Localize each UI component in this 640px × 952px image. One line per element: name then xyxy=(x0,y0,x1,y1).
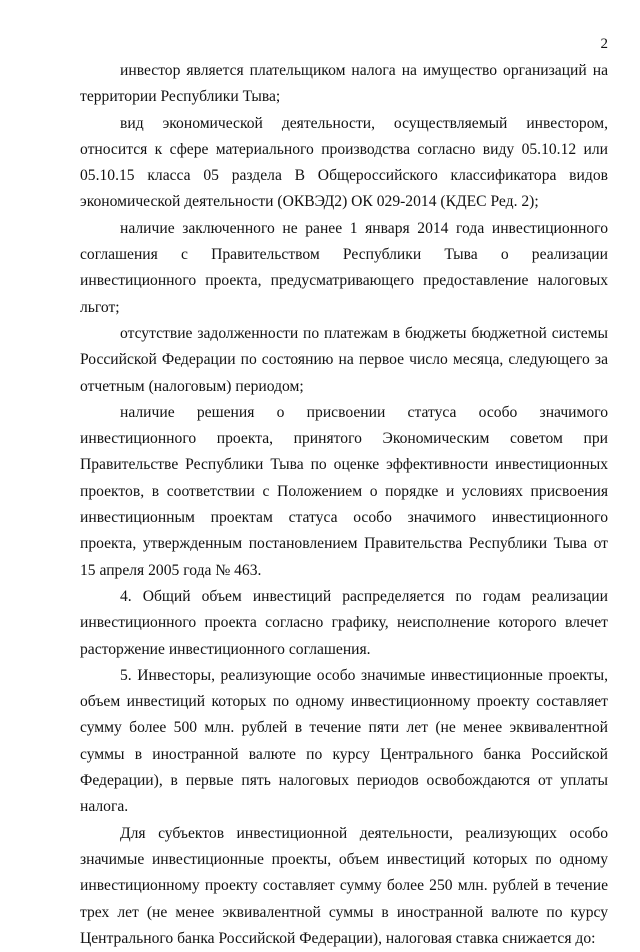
paragraph-status-decision-condition: наличие решения о присвоении статуса особо значимого инвестиционного проекта, принятого Экономическим советом при Правительстве Республики Тыва по оценке эффективности инвестиционных проектов, в соответствии с Положением о порядке и условиях присвоения инвестиционным проектам статуса особо значимого инвестиционного проекта, утвержденным постановлением Правительства Республики Тыва от 15 апреля 2005 года № 463. xyxy=(80,403,608,579)
paragraph-taxpayer-condition: инвестор является плательщиком налога на имущество организаций на территории Республики Тыва; xyxy=(80,62,608,106)
paragraph-no-debt-condition: отсутствие задолженности по платежам в бюджеты бюджетной системы Российской Федерации по состоянию на первое число месяца, следующего за отчетным (налоговым) периодом; xyxy=(80,324,608,395)
paragraph-reduced-rate: Для субъектов инвестиционной деятельности, реализующих особо значимые инвестиционные проекты, объем инвестиций которых по одному инвестиционному проекту составляет сумму более 250 млн. рублей в течение трех лет (не менее эквивалентной суммы в иностранной валюте по курсу Центрального банка Российской Федерации), налоговая ставка снижается до: xyxy=(80,824,608,947)
paragraph-item-5: 5. Инвесторы, реализующие особо значимые инвестиционные проекты, объем инвестиций которых по одному инвестиционному проекту составляет сумму более 500 млн. рублей в течение пяти лет (не менее эквивалентной суммы в иностранной валюте по курсу Центрального банка Российской Федерации), в первые пять налоговых периодов освобождаются от уплаты налога. xyxy=(80,666,608,816)
paragraph-activity-type-condition: вид экономической деятельности, осуществляемый инвестором, относится к сфере материального производства согласно виду 05.10.12 или 05.10.15 класса 05 раздела В Общероссийского классификатора видов экономической деятельности (ОКВЭД2) ОК 029-2014 (КДЕС Ред. 2); xyxy=(80,114,608,211)
page-number: 2 xyxy=(600,36,608,52)
document-body xyxy=(80,58,608,952)
paragraph-item-4: 4. Общий объем инвестиций распределяется по годам реализации инвестиционного проекта согласно графику, неисполнение которого влечет расторжение инвестиционного соглашения. xyxy=(80,587,608,658)
paragraph-agreement-condition: наличие заключенного не ранее 1 января 2014 года инвестиционного соглашения с Правительством Республики Тыва о реализации инвестиционного проекта, предусматривающего предоставление налоговых льгот; xyxy=(80,219,608,316)
